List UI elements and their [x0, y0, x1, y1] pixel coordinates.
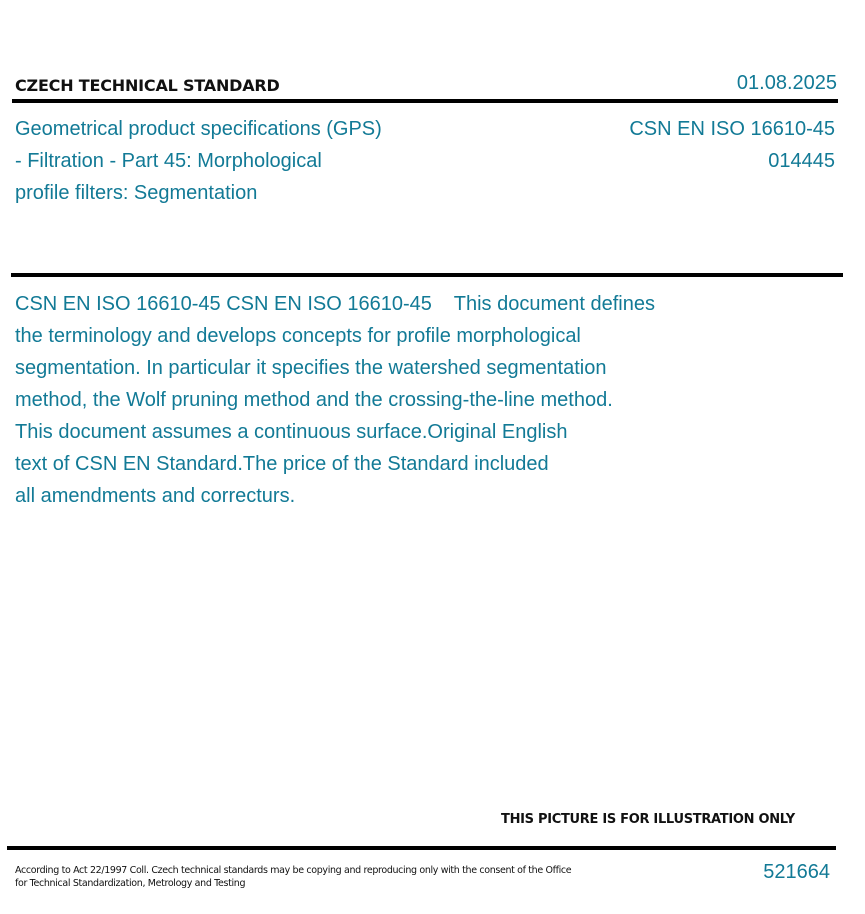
standard-number: CSN EN ISO 16610-45 [629, 118, 835, 140]
illustration-notice: THIS PICTURE IS FOR ILLUSTRATION ONLY [501, 812, 795, 827]
top-divider [12, 99, 838, 103]
title-line: profile filters: Segmentation [15, 182, 258, 204]
abstract-line: the terminology and develops concepts for profile morphological [15, 325, 581, 347]
catalog-number: 521664 [763, 861, 830, 883]
standard-title [15, 113, 435, 209]
legal-line: According to Act 22/1997 Coll. Czech technical standards may be copying and reproducing only with the consent of the Office [15, 865, 572, 876]
abstract-line: method, the Wolf pruning method and the crossing-the-line method. [15, 389, 613, 411]
legal-notice [15, 864, 571, 890]
bottom-divider [7, 846, 836, 850]
abstract-line: CSN EN ISO 16610-45 CSN EN ISO 16610-45 This document defines [15, 293, 655, 315]
abstract-line: all amendments and correcturs. [15, 485, 296, 507]
middle-divider [11, 273, 843, 277]
abstract-text [15, 288, 715, 512]
title-line: - Filtration - Part 45: Morphological [15, 150, 322, 172]
legal-line: for Technical Standardization, Metrology and Testing [15, 878, 246, 889]
standard-codes [629, 113, 835, 177]
document-type-label: CZECH TECHNICAL STANDARD [15, 76, 280, 95]
abstract-line: This document assumes a continuous surface.Original English [15, 421, 568, 443]
abstract-line: text of CSN EN Standard.The price of the Standard included [15, 453, 549, 475]
title-line: Geometrical product specifications (GPS) [15, 118, 382, 140]
issue-date: 01.08.2025 [736, 72, 837, 94]
classification-number: 014445 [768, 150, 835, 172]
abstract-line: segmentation. In particular it specifies the watershed segmentation [15, 357, 607, 379]
